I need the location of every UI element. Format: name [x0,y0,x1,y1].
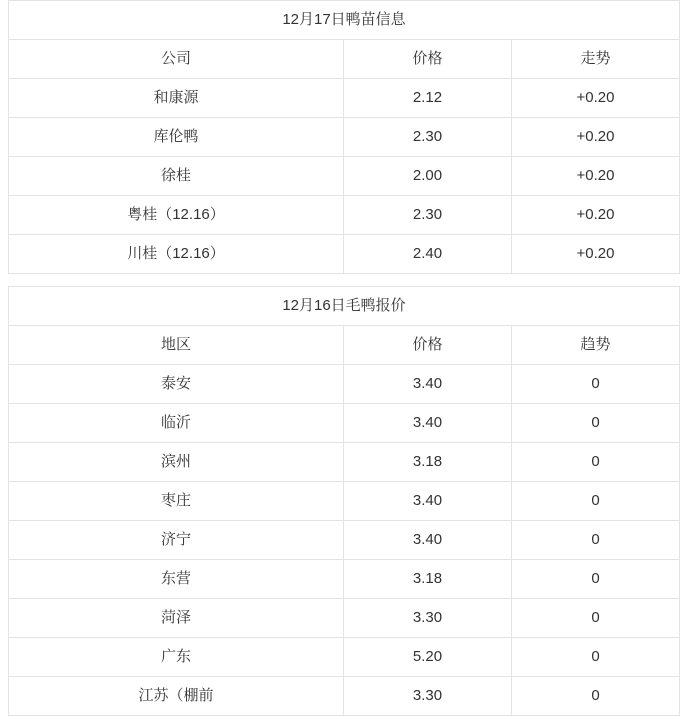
cell-company: 川桂（12.16） [9,235,344,274]
cell-price: 5.20 [344,638,512,677]
cell-trend: +0.20 [512,196,680,235]
table-row [9,677,680,716]
column-header-price: 价格 [344,40,512,79]
table-row [9,521,680,560]
cell-region: 滨州 [9,443,344,482]
table-header-row [9,40,680,79]
table-header-row [9,326,680,365]
table-row [9,196,680,235]
table-title: 12月17日鸭苗信息 [9,1,680,40]
cell-price: 3.40 [344,521,512,560]
cell-region: 泰安 [9,365,344,404]
table-row [9,482,680,521]
table-row [9,560,680,599]
table-title-row [9,287,680,326]
cell-region: 临沂 [9,404,344,443]
cell-region: 江苏（棚前 [9,677,344,716]
cell-region: 东营 [9,560,344,599]
cell-trend: 0 [512,599,680,638]
cell-region: 菏泽 [9,599,344,638]
column-header-trend: 走势 [512,40,680,79]
cell-company: 徐桂 [9,157,344,196]
column-header-company: 公司 [9,40,344,79]
cell-price: 3.40 [344,404,512,443]
table-row [9,157,680,196]
cell-trend: 0 [512,521,680,560]
table-row [9,599,680,638]
cell-trend: 0 [512,365,680,404]
table-divider [8,274,679,286]
table-row [9,235,680,274]
duck-price-table [8,286,680,716]
cell-trend: 0 [512,677,680,716]
table-row [9,118,680,157]
cell-region: 广东 [9,638,344,677]
table-title-row [9,1,680,40]
table-title: 12月16日毛鸭报价 [9,287,680,326]
cell-price: 3.40 [344,365,512,404]
cell-price: 3.30 [344,677,512,716]
cell-trend: +0.20 [512,79,680,118]
column-header-trend: 趋势 [512,326,680,365]
cell-region: 济宁 [9,521,344,560]
cell-trend: 0 [512,560,680,599]
table-row [9,443,680,482]
cell-trend: +0.20 [512,235,680,274]
table-row [9,404,680,443]
cell-company: 库伦鸭 [9,118,344,157]
column-header-price: 价格 [344,326,512,365]
cell-price: 2.00 [344,157,512,196]
cell-price: 2.30 [344,196,512,235]
cell-price: 2.30 [344,118,512,157]
cell-company: 粤桂（12.16） [9,196,344,235]
cell-trend: +0.20 [512,157,680,196]
table-row [9,365,680,404]
cell-trend: 0 [512,638,680,677]
cell-trend: 0 [512,443,680,482]
cell-price: 3.18 [344,443,512,482]
column-header-region: 地区 [9,326,344,365]
cell-trend: 0 [512,482,680,521]
cell-price: 3.30 [344,599,512,638]
cell-price: 2.12 [344,79,512,118]
cell-region: 枣庄 [9,482,344,521]
cell-price: 3.18 [344,560,512,599]
cell-trend: 0 [512,404,680,443]
table-row [9,638,680,677]
duckling-price-table [8,0,680,274]
cell-price: 3.40 [344,482,512,521]
cell-company: 和康源 [9,79,344,118]
cell-price: 2.40 [344,235,512,274]
cell-trend: +0.20 [512,118,680,157]
table-row [9,79,680,118]
